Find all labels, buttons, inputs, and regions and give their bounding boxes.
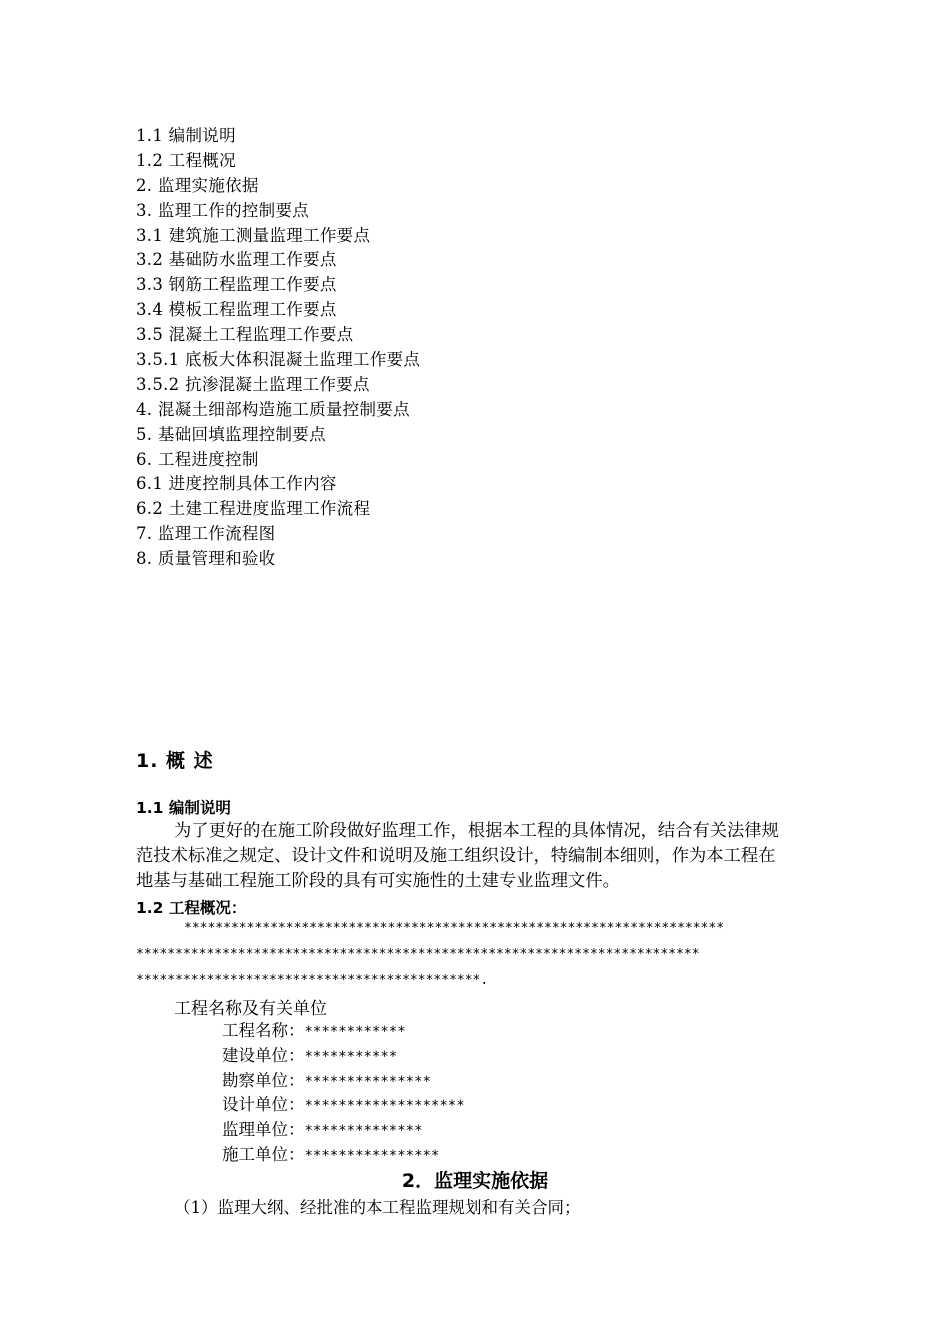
toc-item[interactable]: 3.5.1 底板大体积混凝土监理工作要点	[136, 350, 421, 370]
toc-item[interactable]: 5. 基础回填监理控制要点	[136, 424, 326, 444]
unit-value: *******************	[304, 1098, 465, 1115]
toc-item[interactable]: 2. 监理实施依据	[136, 175, 259, 195]
unit-row	[222, 1044, 465, 1069]
toc-item[interactable]: 3.5 混凝土工程监理工作要点	[136, 325, 354, 345]
masked-line: ********************************************.	[136, 973, 489, 988]
toc-item[interactable]: 4. 混凝土细部构造施工质量控制要点	[136, 399, 410, 419]
unit-value: **************	[304, 1123, 423, 1140]
toc-item[interactable]: 6.1 进度控制具体工作内容	[136, 474, 337, 494]
paragraph-line: 为了更好的在施工阶段做好监理工作，根据本工程的具体情况，结合有关法律规	[174, 821, 779, 841]
masked-line: ************************************************************************	[136, 947, 700, 962]
toc-item[interactable]: 3.1 建筑施工测量监理工作要点	[136, 225, 371, 245]
unit-row	[222, 1069, 465, 1094]
basis-item: （1）监理大纲、经批准的本工程监理规划和有关合同；	[174, 1198, 581, 1217]
unit-label: 建设单位：	[222, 1045, 305, 1065]
toc-item[interactable]: 3.2 基础防水监理工作要点	[136, 250, 337, 270]
toc-item[interactable]: 3. 监理工作的控制要点	[136, 200, 310, 220]
unit-row	[222, 1143, 465, 1168]
toc-item[interactable]: 3.3 钢筋工程监理工作要点	[136, 275, 337, 295]
unit-value: ************	[304, 1024, 406, 1040]
section-2-heading: 2．监理实施依据	[401, 1170, 549, 1192]
toc-item[interactable]: 6.2 土建工程进度监理工作流程	[136, 499, 371, 519]
toc-item[interactable]: 7. 监理工作流程图	[136, 524, 276, 544]
toc-item[interactable]: 8. 质量管理和验收	[136, 549, 276, 569]
unit-label: 设计单位：	[222, 1095, 305, 1115]
toc-item[interactable]: 1.1 编制说明	[136, 126, 236, 145]
unit-value: ****************	[304, 1147, 440, 1164]
toc-item[interactable]: 3.5.2 抗渗混凝土监理工作要点	[136, 374, 370, 394]
unit-value: ***************	[304, 1073, 431, 1090]
unit-label: 勘察单位：	[222, 1070, 305, 1090]
project-units-list	[222, 1019, 465, 1168]
paragraph-line: 范技术标准之规定、设计文件和说明及施工组织设计，特编制本细则，作为本工程在	[136, 846, 776, 866]
masked-line: *********************************************************************	[184, 921, 725, 936]
unit-row	[222, 1118, 465, 1143]
table-of-contents	[136, 124, 420, 572]
unit-row	[222, 1019, 465, 1044]
section-1-1-heading: 1.1 编制说明	[136, 799, 231, 817]
section-1-heading: 1. 概 述	[136, 750, 214, 772]
unit-row	[222, 1093, 465, 1118]
compilation-note-paragraph	[136, 819, 848, 894]
toc-item[interactable]: 1.2 工程概况	[136, 150, 236, 170]
section-1-2-heading: 1.2 工程概况：	[136, 899, 247, 917]
toc-item[interactable]: 6. 工程进度控制	[136, 449, 259, 469]
units-title: 工程名称及有关单位	[174, 999, 327, 1019]
unit-label: 监理单位：	[222, 1120, 305, 1140]
paragraph-line: 地基与基础工程施工阶段的具有可实施性的土建专业监理文件。	[136, 871, 620, 891]
toc-item[interactable]: 3.4 模板工程监理工作要点	[136, 300, 337, 320]
unit-label: 工程名称：	[222, 1021, 305, 1040]
project-overview-masked-text	[136, 916, 856, 994]
unit-value: ***********	[304, 1048, 398, 1065]
unit-label: 施工单位：	[222, 1144, 305, 1164]
